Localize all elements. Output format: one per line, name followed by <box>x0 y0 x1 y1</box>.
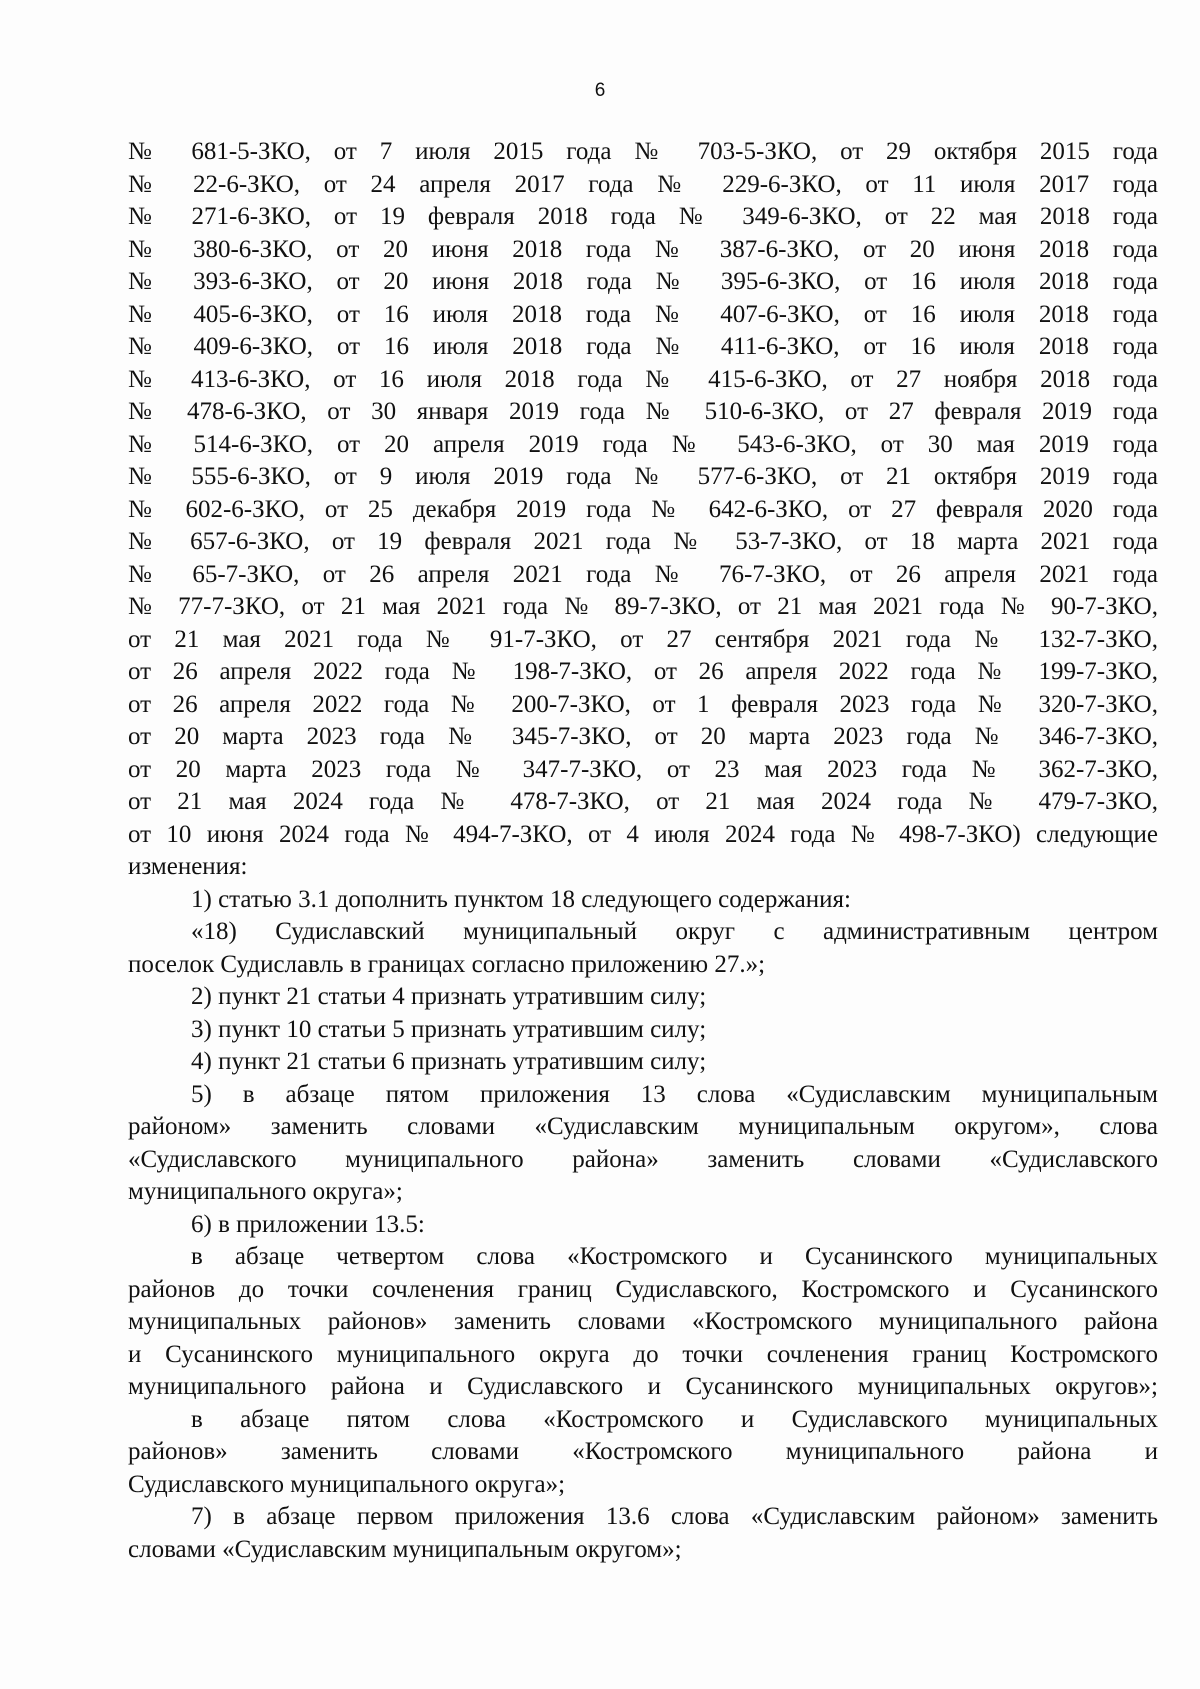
text-line: изменения: <box>128 853 248 880</box>
text-line: № 271-6-ЗКО, от 19 февраля 2018 года № 349-6-ЗКО, от 22 мая 2018 года <box>128 203 1158 230</box>
text-line: 7) в абзаце первом приложения 13.6 слова «Судиславским районом» заменить <box>191 1503 1158 1530</box>
text-line: 3) пункт 10 статьи 5 признать утратившим силу; <box>191 1015 707 1043</box>
text-line: от 26 апреля 2022 года № 200-7-ЗКО, от 1 февраля 2023 года № 320-7-ЗКО, <box>128 690 1158 718</box>
text-line: муниципального округа»; <box>128 1178 403 1205</box>
text-line: № 22-6-ЗКО, от 24 апреля 2017 года № 229-6-ЗКО, от 11 июля 2017 года <box>128 170 1158 198</box>
text-line: в абзаце пятом слова «Костромского и Судиславского муниципальных <box>191 1405 1158 1433</box>
text-line: 1) статью 3.1 дополнить пунктом 18 следующего содержания: <box>191 885 851 913</box>
text-line: 5) в абзаце пятом приложения 13 слова «Судиславским муниципальным <box>191 1080 1158 1108</box>
text-line: от 10 июня 2024 года № 494-7-ЗКО, от 4 июля 2024 года № 498-7-ЗКО) следующие <box>128 820 1158 848</box>
text-line: районов до точки сочленения границ Судиславского, Костромского и Сусанинского <box>128 1275 1158 1303</box>
text-line: от 26 апреля 2022 года № 198-7-ЗКО, от 26 апреля 2022 года № 199-7-ЗКО, <box>128 658 1158 685</box>
text-line: 4) пункт 21 статьи 6 признать утратившим силу; <box>191 1048 707 1075</box>
text-line: № 555-6-ЗКО, от 9 июля 2019 года № 577-6-ЗКО, от 21 октября 2019 года <box>128 463 1158 490</box>
text-line: «Судиславского муниципального района» заменить словами «Судиславского <box>128 1145 1158 1173</box>
text-line: № 409-6-ЗКО, от 16 июля 2018 года № 411-6-ЗКО, от 16 июля 2018 года <box>128 333 1158 360</box>
text-line: Судиславского муниципального округа»; <box>128 1470 566 1498</box>
text-line: 6) в приложении 13.5: <box>191 1210 425 1238</box>
text-line: и Сусанинского муниципального округа до точки сочленения границ Костромского <box>128 1340 1158 1368</box>
page-number: 6 <box>594 80 606 101</box>
text-line: от 20 марта 2023 года № 347-7-ЗКО, от 23 мая 2023 года № 362-7-ЗКО, <box>128 755 1158 783</box>
text-line: № 657-6-ЗКО, от 19 февраля 2021 года № 53-7-ЗКО, от 18 марта 2021 года <box>128 528 1158 555</box>
text-line: № 380-6-ЗКО, от 20 июня 2018 года № 387-6-ЗКО, от 20 июня 2018 года <box>128 235 1158 263</box>
text-line: 2) пункт 21 статьи 4 признать утратившим силу; <box>191 983 707 1010</box>
text-line: № 514-6-ЗКО, от 20 апреля 2019 года № 543-6-ЗКО, от 30 мая 2019 года <box>128 430 1158 458</box>
text-line: № 77-7-ЗКО, от 21 мая 2021 года № 89-7-ЗКО, от 21 мая 2021 года № 90-7-ЗКО, <box>128 593 1158 620</box>
text-line: в абзаце четвертом слова «Костромского и Сусанинского муниципальных <box>191 1243 1158 1270</box>
text-line: № 413-6-ЗКО, от 16 июля 2018 года № 415-6-ЗКО, от 27 ноября 2018 года <box>128 365 1158 393</box>
text-line: «18) Судиславский муниципальный округ с административным центром <box>191 918 1158 945</box>
text-line: № 405-6-ЗКО, от 16 июля 2018 года № 407-6-ЗКО, от 16 июля 2018 года <box>128 300 1158 328</box>
text-line: № 681-5-ЗКО, от 7 июля 2015 года № 703-5-ЗКО, от 29 октября 2015 года <box>128 138 1158 165</box>
text-line: № 602-6-ЗКО, от 25 декабря 2019 года № 642-6-ЗКО, от 27 февраля 2020 года <box>128 495 1158 523</box>
text-line: № 65-7-ЗКО, от 26 апреля 2021 года № 76-7-ЗКО, от 26 апреля 2021 года <box>128 560 1158 588</box>
text-line: районом» заменить словами «Судиславским муниципальным округом», слова <box>128 1113 1158 1140</box>
text-line: от 20 марта 2023 года № 345-7-ЗКО, от 20 марта 2023 года № 346-7-ЗКО, <box>128 723 1158 750</box>
text-line: поселок Судиславль в границах согласно приложению 27.»; <box>128 950 766 978</box>
text-line: районов» заменить словами «Костромского муниципального района и <box>128 1438 1158 1465</box>
text-line: от 21 мая 2024 года № 478-7-ЗКО, от 21 мая 2024 года № 479-7-ЗКО, <box>128 788 1158 815</box>
text-line: от 21 мая 2021 года № 91-7-ЗКО, от 27 сентября 2021 года № 132-7-ЗКО, <box>128 625 1158 653</box>
text-line: муниципального района и Судиславского и Сусанинского муниципальных округов»; <box>128 1373 1158 1400</box>
text-line: № 478-6-ЗКО, от 30 января 2019 года № 510-6-ЗКО, от 27 февраля 2019 года <box>128 398 1158 425</box>
text-line: словами «Судиславским муниципальным округом»; <box>128 1535 682 1563</box>
text-line: муниципальных районов» заменить словами «Костромского муниципального района <box>128 1308 1158 1335</box>
text-line: № 393-6-ЗКО, от 20 июня 2018 года № 395-6-ЗКО, от 16 июля 2018 года <box>128 268 1158 295</box>
document-body <box>128 136 1158 1566</box>
